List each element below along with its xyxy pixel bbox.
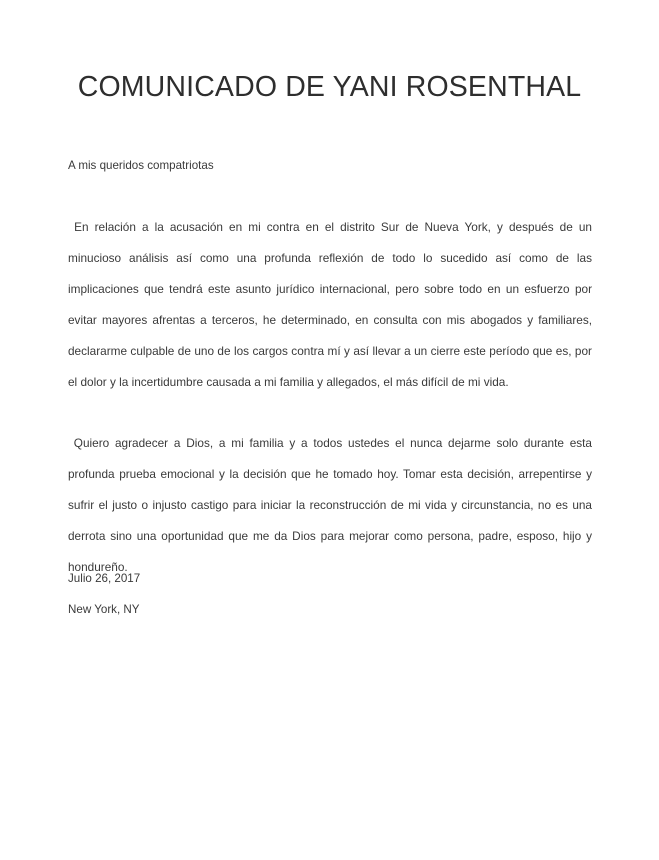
body-paragraph-2: Quiero agradecer a Dios, a mi familia y a todos ustedes el nunca dejarme solo durante esta profunda prueba emocional y la decisión que he tomado hoy. Tomar esta decisión, arrepentirse y sufrir el justo o injusto castigo para iniciar la reconstrucción de mi vida y circunstancia, no es una derrota sino una oportunidad que me da Dios para mejorar como persona, padre, esposo, hijo y hondureño.	[68, 436, 596, 574]
body-paragraph-1: En relación a la acusación en mi contra en el distrito Sur de Nueva York, y después de un minucioso análisis así como una profunda reflexión de todo lo sucedido así como de las implicaciones que tendrá este asunto jurídico internacional, pero sobre todo en un esfuerzo por evitar mayores afrentas a terceros, he determinado, en consulta con mis abogados y familiares, declararme culpable de uno de los cargos contra mí y así llevar a un cierre este período que es, por el dolor y la incertidumbre causada a mi familia y allegados, el más difícil de mi vida.	[68, 220, 596, 389]
date-line: Julio 26, 2017	[68, 572, 141, 585]
closing-block	[68, 563, 592, 625]
location-line: New York, NY	[68, 603, 140, 616]
page-title: COMUNICADO DE YANI ROSENTHAL	[77, 71, 582, 103]
document-body	[68, 150, 596, 583]
spacer-after-salutation	[68, 181, 592, 212]
spacer-between-paragraphs	[68, 398, 592, 428]
salutation-line: A mis queridos compatriotas	[68, 159, 214, 172]
